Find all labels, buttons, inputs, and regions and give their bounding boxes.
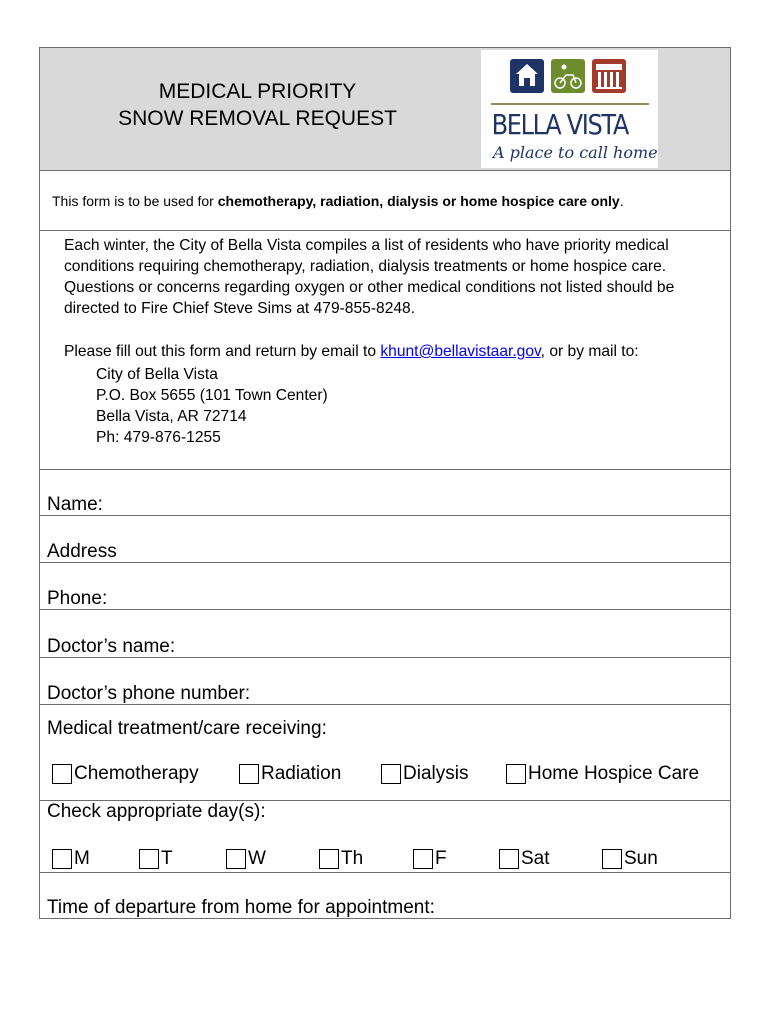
checkbox[interactable] xyxy=(381,764,401,784)
logo-divider xyxy=(491,103,649,105)
home-hospice-option[interactable] xyxy=(506,763,699,785)
option-label: Sun xyxy=(624,848,658,869)
return-suffix: , or by mail to: xyxy=(540,343,639,360)
day-option-m[interactable] xyxy=(52,848,90,870)
name-label: Name: xyxy=(47,494,103,515)
address-label: Address xyxy=(47,541,117,562)
treatment-section xyxy=(40,705,730,801)
departure-time-field[interactable] xyxy=(40,873,730,918)
checkbox[interactable] xyxy=(239,764,259,784)
info-section xyxy=(40,231,730,470)
days-label: Check appropriate day(s): xyxy=(47,801,266,822)
day-option-sat[interactable] xyxy=(499,848,550,870)
logo-wordmark: BELLA VISTA xyxy=(491,108,628,141)
option-label: Chemotherapy xyxy=(74,763,199,784)
option-label: F xyxy=(435,848,447,869)
purpose-text xyxy=(52,193,624,209)
checkbox[interactable] xyxy=(506,764,526,784)
return-prefix: Please fill out this form and return by email to xyxy=(64,343,381,360)
doctor-name-label: Doctor’s name: xyxy=(47,636,176,657)
checkbox[interactable] xyxy=(413,849,433,869)
address-field[interactable] xyxy=(40,516,730,563)
checkbox[interactable] xyxy=(319,849,339,869)
phone-label: Phone: xyxy=(47,588,108,609)
checkbox[interactable] xyxy=(139,849,159,869)
option-label: Home Hospice Care xyxy=(528,763,700,784)
day-option-sun[interactable] xyxy=(602,848,658,870)
checkbox[interactable] xyxy=(52,849,72,869)
address-line: P.O. Box 5655 (101 Town Center) xyxy=(96,387,328,404)
treatment-label: Medical treatment/care receiving: xyxy=(47,718,327,739)
day-option-th[interactable] xyxy=(319,848,363,870)
bella-vista-logo xyxy=(481,50,658,168)
storefront-icon xyxy=(592,59,626,93)
house-icon xyxy=(510,59,544,93)
day-option-t[interactable] xyxy=(139,848,173,870)
option-label: W xyxy=(248,848,266,869)
phone-field[interactable] xyxy=(40,563,730,610)
title-line-2: SNOW REMOVAL REQUEST xyxy=(118,107,397,130)
purpose-emphasis: chemotherapy, radiation, dialysis or home hospice care only xyxy=(217,193,620,209)
day-option-w[interactable] xyxy=(226,848,266,870)
option-label: Sat xyxy=(521,848,550,869)
address-line: Bella Vista, AR 72714 xyxy=(96,408,247,425)
checkbox[interactable] xyxy=(602,849,622,869)
logo-tagline: A place to call home xyxy=(493,143,658,162)
name-field[interactable] xyxy=(40,469,730,516)
doctor-phone-label: Doctor’s phone number: xyxy=(47,683,251,704)
form-header xyxy=(40,48,730,171)
option-label: Radiation xyxy=(261,763,342,784)
snow-removal-form xyxy=(39,47,731,919)
days-section xyxy=(40,801,730,873)
purpose-suffix: . xyxy=(619,193,624,209)
mailing-address xyxy=(96,364,328,448)
option-label: T xyxy=(161,848,173,869)
day-option-f[interactable] xyxy=(413,848,447,870)
bicycle-icon xyxy=(551,59,585,93)
option-label: Dialysis xyxy=(403,763,469,784)
chemotherapy-option[interactable] xyxy=(52,763,199,785)
title-line-1: MEDICAL PRIORITY xyxy=(158,80,357,103)
option-label: M xyxy=(74,848,90,869)
address-line: Ph: 479-876-1255 xyxy=(96,429,221,446)
dialysis-option[interactable] xyxy=(381,763,468,785)
doctor-phone-field[interactable] xyxy=(40,658,730,705)
checkbox[interactable] xyxy=(226,849,246,869)
purpose-prefix: This form is to be used for xyxy=(52,193,218,209)
checkbox[interactable] xyxy=(499,849,519,869)
checkbox[interactable] xyxy=(52,764,72,784)
option-label: Th xyxy=(341,848,364,869)
email-link[interactable]: khunt@bellavistaar.gov xyxy=(380,343,541,360)
departure-label: Time of departure from home for appointment: xyxy=(47,897,435,918)
logo-icons xyxy=(510,58,630,94)
info-paragraph: Each winter, the City of Bella Vista compiles a list of residents who have priority medical conditions requiring chemotherapy, radiation, dialysis treatments or home hospice care. Questions or concerns regarding oxygen or other medical conditions not listed should be directed to Fire Chief Steve Sims at 479-855-8248. xyxy=(64,237,675,317)
return-instructions xyxy=(64,343,639,361)
purpose-section xyxy=(40,170,730,231)
form-title xyxy=(80,78,435,132)
address-line: City of Bella Vista xyxy=(96,366,218,383)
radiation-option[interactable] xyxy=(239,763,341,785)
doctor-name-field[interactable] xyxy=(40,610,730,658)
